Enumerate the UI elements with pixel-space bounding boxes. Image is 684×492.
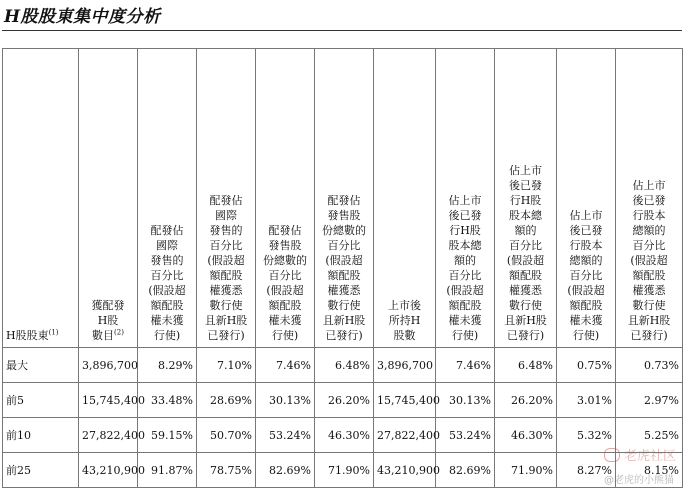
shareholder-concentration-table <box>2 48 683 488</box>
title-rule <box>2 30 682 31</box>
table-cell: 27,822,400 <box>79 418 138 453</box>
chat-bubble-icon <box>604 448 620 462</box>
row-label: 前25 <box>3 453 79 488</box>
header-cell: 配發佔 國際 發售的 百分比 (假設超 額配股 權未獲 行使) <box>138 49 197 348</box>
table-cell: 6.48% <box>495 348 557 383</box>
table-cell: 7.10% <box>197 348 256 383</box>
table-cell: 2.97% <box>616 383 683 418</box>
table-cell: 6.48% <box>315 348 374 383</box>
row-label: 前5 <box>3 383 79 418</box>
table-cell: 27,822,400 <box>374 418 436 453</box>
table-cell: 30.13% <box>436 383 495 418</box>
table-cell: 59.15% <box>138 418 197 453</box>
table-cell: 53.24% <box>256 418 315 453</box>
header-cell: 配發佔 發售股 份總數的 百分比 (假設超 額配股 權未獲 行使) <box>256 49 315 348</box>
table-cell: 30.13% <box>256 383 315 418</box>
header-cell: 佔上市 後已發 行股本 總額的 百分比 (假設超 額配股 權獲悉 數行使 且新H股 已發行) <box>616 49 683 348</box>
header-cell: 配發佔 國際 發售的 百分比 (假設超 額配股 權獲悉 數行使 且新H股 已發行) <box>197 49 256 348</box>
document-title: H股股東集中度分析 <box>4 7 161 27</box>
table-row <box>3 383 683 418</box>
table-cell: 26.20% <box>315 383 374 418</box>
header-cell: 獲配發 H股 數目$^{(2)}$ <box>79 49 138 348</box>
table-cell: 7.46% <box>436 348 495 383</box>
row-label: 前10 <box>3 418 79 453</box>
table-cell: 3,896,700 <box>79 348 138 383</box>
table-row <box>3 453 683 488</box>
header-row <box>3 49 683 348</box>
table-cell: 46.30% <box>495 418 557 453</box>
header-cell: 佔上市 後已發 行H股 股本總 額的 百分比 (假設超 額配股 權未獲 行使) <box>436 49 495 348</box>
table-cell: 43,210,900 <box>79 453 138 488</box>
table-row <box>3 348 683 383</box>
table-cell: 8.27% <box>557 453 616 488</box>
table-cell: 15,745,400 <box>79 383 138 418</box>
community-watermark <box>604 445 676 464</box>
table-cell: 91.87% <box>138 453 197 488</box>
table-cell: 8.15% <box>616 453 683 488</box>
table-cell: 71.90% <box>315 453 374 488</box>
table-cell: 28.69% <box>197 383 256 418</box>
watermark-handle: @老虎的小熊猫 <box>604 475 674 486</box>
table-cell: 50.70% <box>197 418 256 453</box>
header-cell: 上市後 所持H 股數 <box>374 49 436 348</box>
table-cell: 53.24% <box>436 418 495 453</box>
table-cell: 26.20% <box>495 383 557 418</box>
table-cell: 82.69% <box>256 453 315 488</box>
table-cell: 3.01% <box>557 383 616 418</box>
header-cell: H股股東$^{(1)}$ <box>3 49 79 348</box>
table-cell: 8.29% <box>138 348 197 383</box>
table-cell: 0.73% <box>616 348 683 383</box>
table-cell: 15,745,400 <box>374 383 436 418</box>
table-row <box>3 418 683 453</box>
row-label: 最大 <box>3 348 79 383</box>
table-cell: 71.90% <box>495 453 557 488</box>
header-cell: 配發佔 發售股 份總數的 百分比 (假設超 額配股 權獲悉 數行使 且新H股 已發行) <box>315 49 374 348</box>
table-cell: 33.48% <box>138 383 197 418</box>
watermark-text: 老虎社区 <box>623 449 676 464</box>
table-cell: 7.46% <box>256 348 315 383</box>
table-cell: 43,210,900 <box>374 453 436 488</box>
table-cell: 0.75% <box>557 348 616 383</box>
table-cell: 5.25% <box>616 418 683 453</box>
header-cell: 佔上市 後已發 行H股 股本總 額的 百分比 (假設超 額配股 權獲悉 數行使 且新H股 已發行) <box>495 49 557 348</box>
table-cell: 46.30% <box>315 418 374 453</box>
header-cell: 佔上市 後已發 行股本 總額的 百分比 (假設超 額配股 權未獲 行使) <box>557 49 616 348</box>
table-cell: 3,896,700 <box>374 348 436 383</box>
table-cell: 82.69% <box>436 453 495 488</box>
table-cell: 78.75% <box>197 453 256 488</box>
table-cell: 5.32% <box>557 418 616 453</box>
